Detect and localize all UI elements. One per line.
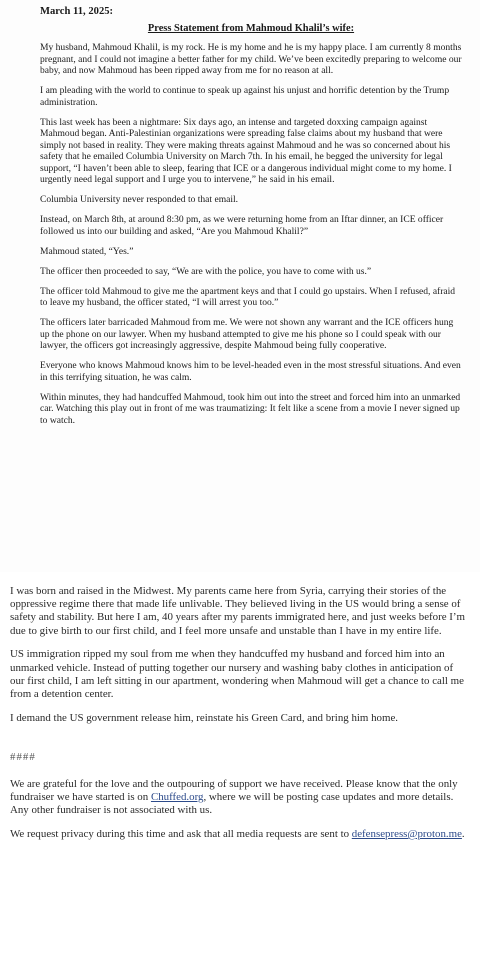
statement-heading: Press Statement from Mahmoud Khalil’s wife:	[147, 23, 355, 34]
fundraiser-text: We are grateful for the love and the outpouring of support we have received. Please know that the only fundraiser we have started is on	[10, 777, 458, 804]
statement-paragraph: This last week has been a nightmare: Six days ago, an intense and targeted doxxing campaign against Mahmoud began. Anti-Palestinian organizations were spreading false claims about my husband that were simply not based in reality. They were making threats against Mahmoud and he was so concerned about his safety that he emailed Columbia University on March 7th. In his email, he begged the university for legal support, “I haven’t been able to sleep, fearing that ICE or a dangerous individual might come to my home. I urgently need legal support and I urge you to intervene,” he said in his email.	[40, 116, 452, 185]
statement-paragraph: Instead, on March 8th, at around 8:30 pm, as we were returning home from an Iftar dinner, an ICE officer followed us into our building and asked, “Are you Mahmoud Khalil?”	[40, 214, 444, 237]
statement-continuation	[0, 585, 480, 960]
privacy-paragraph	[10, 828, 470, 841]
chuffed-link[interactable]: Chuffed.org	[150, 791, 204, 804]
continuation-paragraph: I demand the US government release him, reinstate his Green Card, and bring him home.	[10, 711, 399, 724]
statement-paragraph: Everyone who knows Mahmoud knows him to be level-headed even in the most stressful situations. And even in this terrifying situation, he was calm.	[40, 360, 461, 383]
statement-paragraph: The officer told Mahmoud to give me the apartment keys and that I could go upstairs. When I refused, afraid to leave my husband, the officer stated, “I will arrest you too.”	[40, 285, 456, 308]
fundraiser-paragraph	[10, 778, 470, 818]
statement-paragraph: Within minutes, they had handcuffed Mahmoud, took him out into the street and forced him into an unmarked car. Watching this play out in front of me was traumatizing: It felt like a scene from a movie I never signed up to watch.	[40, 391, 461, 426]
statement-paragraph: The officer then proceeded to say, “We are with the police, you have to come with us.”	[40, 265, 372, 277]
privacy-text: We request privacy during this time and ask that all media requests are sent to	[10, 827, 352, 840]
statement-date: March 11, 2025:	[40, 6, 114, 17]
statement-paragraph: The officers later barricaded Mahmoud from me. We were not shown any warrant and the ICE officers hung up the phone on our lawyer. When my husband attempted to give me his phone so I could speak with our lawyer, the officers got increasingly aggressive, despite Mahmoud being fully cooperative.	[40, 317, 454, 351]
continuation-paragraph: I was born and raised in the Midwest. My parents came here from Syria, carrying their stories of the oppressive regime there that made life unlivable. They believed living in the US would bring a sense of safety and stability. But here I am, 40 years after my parents immigrated here, and just weeks before I’m due to give birth to our first child, and I feel more unsafe and unstable than I have in my entire life.	[10, 585, 466, 637]
continuation-paragraph: US immigration ripped my soul from me when they handcuffed my husband and forced him into an unmarked vehicle. Instead of putting together our nursery and washing baby clothes in anticipation of our first child, I am left sitting in our apartment, wondering when Mahmoud will get a chance to call me from a detention center.	[10, 648, 464, 700]
press-email-link[interactable]: defensepress@proton.me	[351, 827, 462, 840]
fundraiser-text-end: , where we will be posting case updates and more details. Any other fundraiser is not associated with us.	[10, 791, 454, 817]
statement-paragraph: Mahmoud stated, “Yes.”	[40, 245, 134, 257]
privacy-text-end: .	[461, 827, 465, 840]
statement-paragraph: My husband, Mahmoud Khalil, is my rock. He is my home and he is my happy place. I am currently 8 months pregnant, and I could not imagine a better father for my child. We’ve been excitedly preparing to welcome our baby, and now Mahmoud has been ripped away from me for no reason at all.	[40, 42, 462, 76]
section-separator: ####	[10, 750, 36, 763]
statement-paragraph: Columbia University never responded to that email.	[40, 194, 239, 205]
statement-paragraph: I am pleading with the world to continue to speak up against his unjust and horrific detention by the Trump administration.	[40, 85, 450, 108]
